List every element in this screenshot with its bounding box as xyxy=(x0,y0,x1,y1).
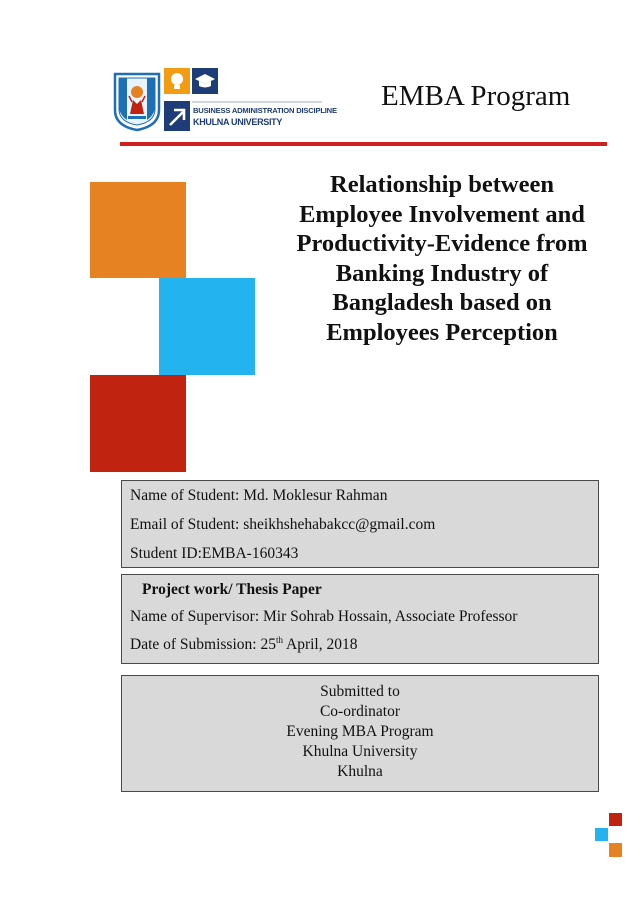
title-line: Employees Perception xyxy=(326,318,558,346)
logo-divider xyxy=(192,101,322,103)
mini-square-orange xyxy=(609,843,622,857)
logo-text-discipline: BUSINESS ADMINISTRATION DISCIPLINE xyxy=(193,106,337,115)
title-line: Relationship between xyxy=(330,171,554,198)
submitted-to-block xyxy=(122,682,598,782)
business-administration-logo xyxy=(164,68,337,134)
submitted-to-box xyxy=(121,675,599,792)
student-email: Email of Student: sheikhshehabakcc@gmail.com xyxy=(130,516,436,533)
decorative-square-red xyxy=(90,375,186,472)
student-info-box xyxy=(121,480,599,568)
student-id: Student ID:EMBA-160343 xyxy=(130,545,299,562)
submitted-line: Khulna University xyxy=(302,743,418,760)
lightbulb-icon xyxy=(164,68,190,94)
student-name: Name of Student: Md. Moklesur Rahman xyxy=(130,487,388,504)
header-rule xyxy=(120,142,607,146)
arrow-up-right-icon xyxy=(164,101,190,131)
submitted-line: Khulna xyxy=(337,763,383,780)
project-info-box xyxy=(121,574,599,664)
submission-date-ordinal: th xyxy=(275,634,283,645)
decorative-square-blue xyxy=(159,278,255,375)
submitted-line: Co-ordinator xyxy=(319,703,401,720)
decorative-square-orange xyxy=(90,182,186,278)
submission-date xyxy=(130,636,357,654)
mini-square-red xyxy=(609,813,622,826)
submitted-line: Evening MBA Program xyxy=(286,723,434,740)
project-type: Project work/ Thesis Paper xyxy=(142,581,322,598)
program-label: EMBA Program xyxy=(381,80,571,112)
logo-text-university: KHULNA UNIVERSITY xyxy=(193,117,283,127)
khulna-university-logo xyxy=(113,70,161,132)
submission-date-prefix: Date of Submission: 25 xyxy=(130,636,276,653)
submission-date-suffix: April, 2018 xyxy=(282,636,358,653)
supervisor-name: Name of Supervisor: Mir Sohrab Hossain, Associate Professor xyxy=(130,608,518,625)
graduation-cap-icon xyxy=(192,68,218,94)
title-line: Bangladesh based on xyxy=(332,289,552,316)
title-line: Banking Industry of xyxy=(335,259,549,287)
title-line: Employee Involvement and xyxy=(299,200,585,228)
title-line: Productivity-Evidence from xyxy=(296,230,588,257)
thesis-title xyxy=(282,170,602,347)
mini-square-blue xyxy=(595,828,608,841)
submitted-line: Submitted to xyxy=(320,683,400,700)
